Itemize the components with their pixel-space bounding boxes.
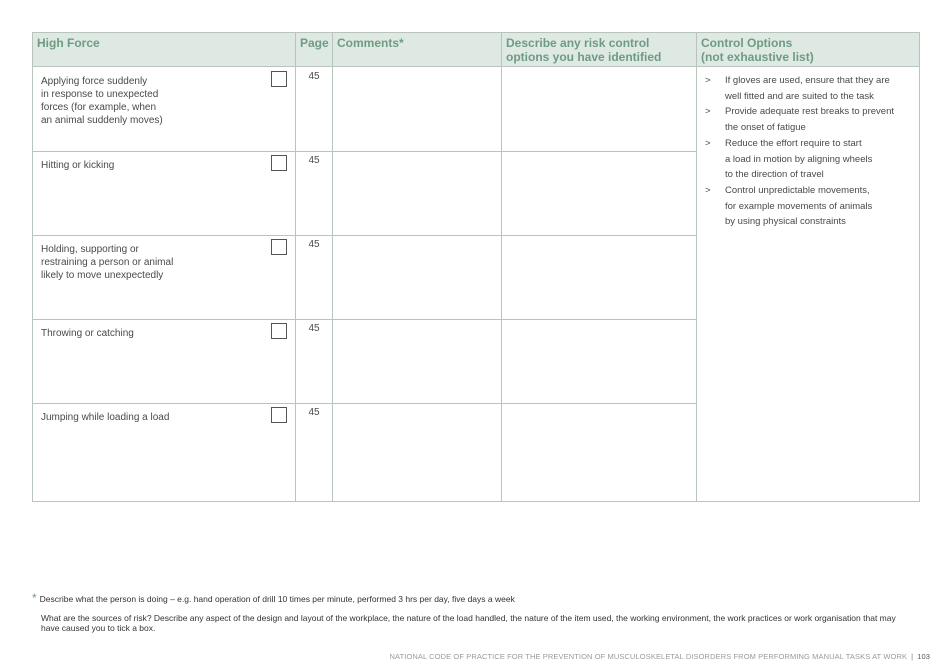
control-option <box>705 183 915 230</box>
checkbox-jumping-loading[interactable] <box>271 407 287 423</box>
task-line: restraining a person or animal <box>41 257 174 268</box>
control-option-line: by using physical constraints <box>725 216 846 228</box>
header-high-force <box>33 33 296 67</box>
task-line: Holding, supporting or <box>41 244 139 255</box>
page-number: 103 <box>917 652 930 661</box>
header-comments-label: Comments* <box>337 36 404 50</box>
footnote-line1 <box>32 591 515 605</box>
header-control-options <box>697 33 919 67</box>
header-control-options-line2: (not exhaustive list) <box>701 50 814 64</box>
risk-table <box>32 32 920 502</box>
footnote-star: * <box>32 591 37 605</box>
control-option-line: for example movements of animals <box>725 200 873 212</box>
header-comments <box>333 33 502 67</box>
task-line: Hitting or kicking <box>41 160 115 171</box>
task-throwing-catching <box>41 327 251 340</box>
page-ref: 45 <box>308 71 320 82</box>
task-line: Applying force suddenly <box>41 76 148 87</box>
control-option-line: a load in motion by aligning wheels <box>725 153 873 165</box>
control-option-line: Control unpredictable movements, <box>725 184 870 196</box>
header-control-options-line1: Control Options <box>701 36 793 50</box>
control-option-line: well fitted and are suited to the task <box>725 90 874 102</box>
grid-vline <box>295 67 296 501</box>
running-footer <box>390 652 930 661</box>
header-risk-control <box>502 33 697 67</box>
task-line: forces (for example, when <box>41 102 157 113</box>
page-ref: 45 <box>308 323 320 334</box>
grid-hline <box>33 403 697 404</box>
control-options-list <box>705 73 915 230</box>
task-line: likely to move unexpectedly <box>41 270 164 281</box>
control-option <box>705 136 915 183</box>
checkbox-applying-force[interactable] <box>271 71 287 87</box>
header-page <box>296 33 333 67</box>
control-option-line: the onset of fatigue <box>725 122 806 134</box>
control-option-line: to the direction of travel <box>725 169 824 181</box>
bullet-arrow-icon: > <box>705 184 711 196</box>
task-line: Throwing or catching <box>41 328 134 339</box>
task-holding-supporting <box>41 243 251 282</box>
control-option <box>705 73 915 104</box>
checkbox-throwing-catching[interactable] <box>271 323 287 339</box>
header-risk-control-line2: options you have identified <box>506 50 662 64</box>
checkbox-holding-supporting[interactable] <box>271 239 287 255</box>
running-footer-separator: | <box>911 652 914 661</box>
header-high-force-label: High Force <box>37 36 100 50</box>
bullet-arrow-icon: > <box>705 137 711 149</box>
header-risk-control-line1: Describe any risk control <box>506 36 650 50</box>
task-applying-force <box>41 75 251 127</box>
task-line: in response to unexpected <box>41 89 159 100</box>
checkbox-hitting-kicking[interactable] <box>271 155 287 171</box>
grid-vline <box>696 67 697 501</box>
grid-hline <box>33 151 697 152</box>
footnote-text1: Describe what the person is doing – e.g. hand operation of drill 10 times per minute, performed 3 hrs per day, five days a week <box>39 594 515 604</box>
task-line: Jumping while loading a load <box>41 412 170 423</box>
page-ref: 45 <box>308 407 320 418</box>
grid-hline <box>33 235 697 236</box>
bullet-arrow-icon: > <box>705 75 711 86</box>
task-line: an animal suddenly moves) <box>41 115 163 126</box>
grid-vline <box>501 67 502 501</box>
page-ref: 45 <box>308 239 320 250</box>
control-option-line: Reduce the effort require to start <box>725 137 862 149</box>
grid-vline <box>332 67 333 501</box>
task-hitting-kicking <box>41 159 251 172</box>
running-footer-title: NATIONAL CODE OF PRACTICE FOR THE PREVENTION OF MUSCULOSKELETAL DISORDERS FROM PERFORMING MANUAL TASKS AT WORK <box>389 652 908 661</box>
control-option <box>705 104 915 135</box>
header-page-label: Page <box>300 36 329 50</box>
grid-hline <box>33 319 697 320</box>
control-option-line: If gloves are used, ensure that they are <box>725 75 890 86</box>
task-jumping-loading <box>41 411 251 424</box>
page-ref: 45 <box>308 155 320 166</box>
control-option-line: Provide adequate rest breaks to prevent <box>725 106 894 118</box>
footnote-line2: What are the sources of risk? Describe any aspect of the design and layout of the workplace, the nature of the load handled, the nature of the item used, the working environment, the work practices or work organisation that may have caused you to tick a box. <box>41 613 896 633</box>
bullet-arrow-icon: > <box>705 106 711 118</box>
